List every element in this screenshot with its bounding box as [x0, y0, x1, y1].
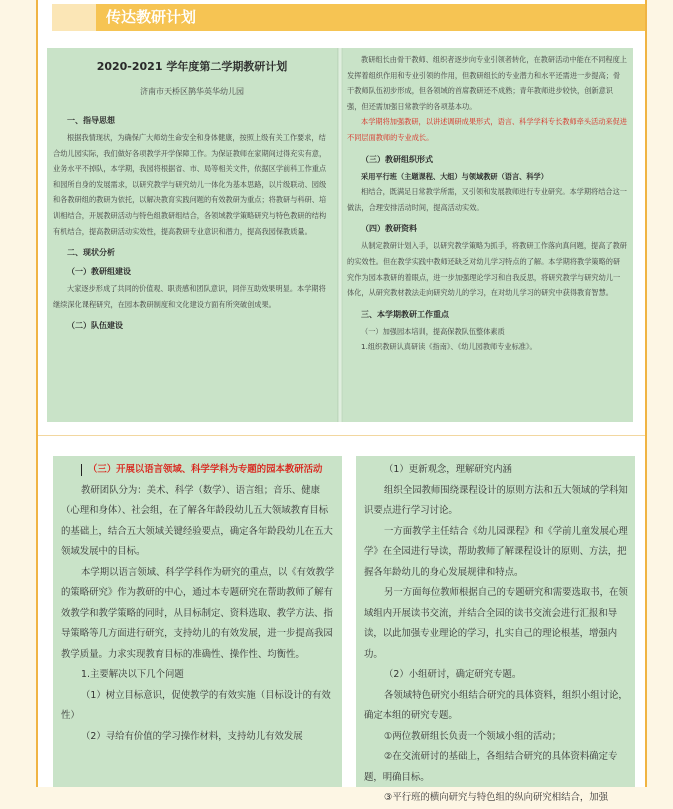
document-paragraph: [347, 339, 627, 355]
document-heading: [67, 115, 331, 126]
document-paragraph: [53, 130, 331, 239]
document-paragraph: [364, 727, 629, 748]
document-right-page: [347, 52, 627, 355]
paragraph-text: （2）寻给有价值的学习操作材料，支持幼儿有效发展: [81, 730, 303, 742]
paragraph-text: 1.主要解决以下几个问题: [81, 669, 184, 680]
paragraph-text: （四）教研资料: [361, 224, 417, 234]
plan-document-photo: [47, 48, 633, 422]
paragraph-text: 本学期将加强教研，以讲述调研成果形式，语言、科学学科专长教师牵头活动来促进不同层面教师的专业成长。: [347, 117, 627, 142]
document-heading: [361, 154, 627, 165]
paragraph-text: 本学期以语言领域、科学学科作为研究的重点，以《有效教学的策略研究》作为教研的中心，通过本专题研究在帮助教师了解有效教学和教学策略的同时，从目标制定、资料选取、教学方法、指导策略等几方面进行研究，支持幼儿的有效发展，进一步提高我园教学质量。力求实现教育目标的准确性、操作性、均衡性。: [61, 566, 335, 660]
paragraph-text: （1）更新观念，理解研究内涵: [384, 464, 512, 475]
paragraph-text: （二）队伍建设: [67, 321, 123, 331]
document-heading: [361, 309, 627, 320]
document-heading: [67, 247, 331, 258]
page-fold: [337, 48, 343, 422]
paragraph-text: （2）小组研讨，确定研究专题。: [384, 669, 522, 680]
document-paragraph: [364, 788, 629, 809]
paragraph-text: ②在交流研讨的基础上，各组结合研究的具体资料确定专题，明确目标。: [364, 751, 618, 783]
page-margin-right: [647, 0, 673, 787]
document-paragraph: [347, 114, 627, 145]
paragraph-text: 二、现状分析: [67, 248, 115, 258]
article-border-right: [645, 0, 647, 787]
document-paragraph: [53, 281, 331, 312]
page-margin-left: [0, 0, 36, 787]
plan-page-photo-left: [53, 456, 342, 787]
section-title: 传达教研计划: [96, 4, 645, 31]
paragraph-text: ③平行班的横向研究与特色组的纵向研究相结合，加强: [384, 792, 609, 803]
document-paragraph: [364, 481, 629, 522]
document-subtitle: 济南市天桥区鹊华英华幼儿园: [140, 87, 244, 96]
document-paragraph: [364, 522, 629, 584]
document-paragraph: [61, 460, 336, 481]
document-paragraph: [364, 460, 629, 481]
paragraph-text: 一方面教学主任结合《幼儿园课程》和《学前儿童发展心理学》在全园进行导读，帮助教师了解课程设计的原则、方法，把握各年龄幼儿的身心发展规律和特点。: [364, 525, 628, 578]
paragraph-text: 1.组织教研认真研读《指南》、《幼儿园教师专业标准》。: [361, 342, 537, 352]
section-title-accent: [52, 4, 96, 31]
document-heading: [67, 320, 331, 331]
plan-page-photo-right: [356, 456, 635, 803]
document-paragraph: [364, 665, 629, 686]
document-paragraph: [364, 747, 629, 788]
document-paragraph: [364, 583, 629, 665]
document-paragraph: [61, 727, 336, 748]
paragraph-text: 组织全园教师围绕课程设计的原则方法和五大领域的学科知识要点进行学习讨论。: [364, 484, 628, 516]
paragraph-text: ①两位教研组长负责一个领域小组的活动；: [384, 730, 562, 742]
document-paragraph: [347, 324, 627, 340]
document-heading: [361, 223, 627, 234]
document-paragraph: [347, 184, 627, 215]
document-paragraph: [61, 686, 336, 727]
document-paragraph: [347, 52, 627, 114]
paragraph-text: （1）树立目标意识，促使教学的有效实施（目标设计的有效性）: [61, 689, 331, 721]
paragraph-text: 大家逐步形成了共同的价值观、职责感和团队意识，同伴互助效果明显。本学期将继续深化课程研究，在园本教研制度和文化建设方面有所突破创成果。: [53, 284, 326, 309]
document-paragraph: [347, 238, 627, 300]
paragraph-text: 根据我情现状，为确保广大师幼生命安全和身体健康，按照上级有关工作要求，结合幼儿园实际，我们做好各项教学开学保障工作。为保证教师在家期间过得充实有意，业务水平不掉队，本学期，我园将根据省、市、局等相关文件，依据区学前科工作重点和园所自身的发展需求，以研究教学与研究幼儿一体化为基本思路，以片级联动、园级和各教研组的教研为依托，以解决教育实践问题的有效教研为重点；将教研与科研、培训相结合，开展教研活动与特色组教研组结合，各领域教学策略研究与特色教研的结构有机结合，提高教研活动实效性，提高教研专业意识和潜力，提高我园保教质量。: [53, 133, 327, 236]
document-paragraph: [61, 563, 336, 666]
paragraph-text: （一）教研组建设: [67, 267, 131, 277]
document-left-page: [53, 52, 331, 335]
paragraph-text: 相结合，既满足日常教学所需，又引领和发展教师进行专业研究。本学期将结合这一做法，合理安排活动时间，提高活动实效。: [347, 187, 627, 212]
paragraph-text: 三、本学期教研工作重点: [361, 309, 449, 319]
paragraph-text: 教研组长由骨干教师、组织者逐步向专业引领者转化，在教研活动中能在不同程度上发挥着组织作用和专业引领的作用，但教研组长的专业潜力和水平还需进一步提高；骨干教师队伍初步形成，但各领域的首席教研还不成熟；青年教师进步较快，创新意识强，但还需加强日常教学的各项基本功。: [347, 55, 627, 111]
document-paragraph: [364, 686, 629, 727]
document-paragraph: [61, 481, 336, 563]
paragraph-text: 一、指导思想: [67, 116, 115, 125]
paragraph-text: （一）加强园本培训，提高保教队伍整体素质: [361, 326, 505, 336]
document-paragraph: [347, 169, 627, 185]
paragraph-text: 采用平行班（主题课程、大组）与领域教研（语言、科学）: [361, 171, 548, 181]
paragraph-text: 各领域特色研究小组结合研究的具体资料，组织小组讨论，确定本组的研究专题。: [364, 689, 628, 721]
paragraph-text: （三）开展以语言领域、科学学科为专题的园本教研活动: [88, 464, 323, 475]
paragraph-text: 另一方面每位教师根据自己的专题研究和需要选取书，在领域组内开展读书交流，并结合全园的读书交流会进行汇报和导读，以此加强专业理论的学习，扎实自己的理论根基，增强内功。: [364, 587, 628, 660]
section-divider: [38, 435, 645, 436]
document-paragraph: [61, 665, 336, 686]
text-cursor: [81, 464, 82, 476]
document-heading: [67, 266, 331, 277]
paragraph-text: （三）教研组织形式: [361, 154, 433, 164]
paragraph-text: 教研团队分为：美术、科学（数学）、语言组；音乐、健康（心理和身体）、社会组，在了解各年龄段幼儿五大领域教育目标的基础上，结合五大领域关键经验要点，确定各年龄段幼儿在五大领域发展中的目标。: [61, 484, 333, 557]
article-border-left: [36, 0, 38, 787]
document-title: 2020-2021 学年度第二学期教研计划: [96, 60, 288, 73]
paragraph-text: 从制定教研计划入手，以研究教学策略为抓手，将教研工作落向真问题，提高了教研的实效性。但在教学实践中教师还缺乏对幼儿学习特点的了解。本学期将教学策略的研究作为园本教研的着眼点，进一步加强理论学习和自我反思，将研究教学与研究幼儿一体化，从研究教材教法走向研究幼儿的学习，在对幼儿学习的研究中获得教育智慧。: [347, 241, 627, 298]
